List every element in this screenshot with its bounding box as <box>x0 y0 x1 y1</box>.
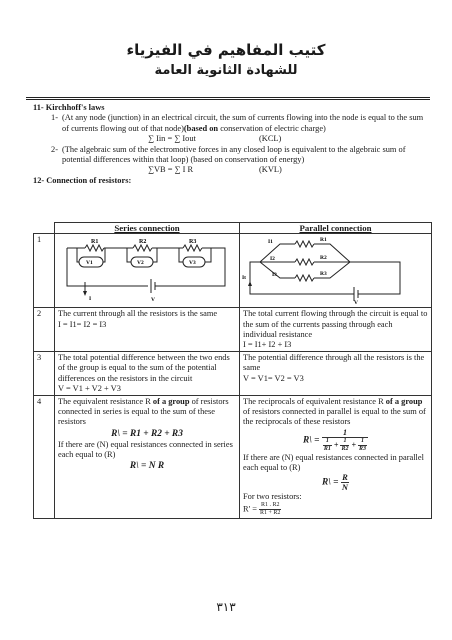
header-title: كتيب المفاهيم في الفيزياء <box>126 41 326 59</box>
series-voltage-cell <box>55 352 240 396</box>
page-number: ٣١٣ <box>216 600 236 614</box>
kcl-formula: ∑ Iin = ∑ Iout <box>148 134 196 144</box>
series-label-v3: V3 <box>189 260 196 267</box>
parallel-label-r2: R2 <box>320 255 327 262</box>
series-label-r2: R2 <box>139 239 147 246</box>
series-header: Series connection <box>55 223 240 234</box>
parallel-label-i3: I3 <box>272 272 277 279</box>
series-n-text: If there are (N) equal resistances connected in series each equal to (R) <box>58 439 233 459</box>
kirchhoff-section <box>33 103 431 186</box>
parallel-current-cell <box>240 308 432 352</box>
header-divider-top <box>26 97 430 98</box>
parallel-circuit-cell <box>240 234 432 308</box>
parallel-voltage-eq: V = V1= V2 = V3 <box>243 373 304 383</box>
table-corner <box>34 223 55 234</box>
resistor-connection-table <box>33 222 432 519</box>
series-label-v1: V1 <box>86 260 93 267</box>
parallel-label-it: It <box>242 275 246 282</box>
parallel-header: Parallel connection <box>240 223 432 234</box>
parallel-voltage-text: The potential difference through all the resistors is the same <box>243 353 425 373</box>
section-12-title: 12- Connection of resistors: <box>33 175 132 185</box>
series-label-v: V <box>151 297 155 304</box>
kcl-item-number: 1- <box>51 113 58 123</box>
table-row-resistance <box>34 396 432 519</box>
series-label-i: I <box>89 296 92 303</box>
parallel-current-eq: I = I1+ I2 + I3 <box>243 340 292 350</box>
series-label-r1: R1 <box>91 239 99 246</box>
parallel-label-r1: R1 <box>320 237 327 244</box>
table-row-voltage <box>34 352 432 396</box>
row-4-number: 4 <box>34 396 55 519</box>
parallel-resistance-cell <box>240 396 432 519</box>
series-n-eq: R\ = N R <box>129 461 165 472</box>
kcl-label: (KCL) <box>259 134 282 144</box>
parallel-label-i2: I2 <box>270 256 275 263</box>
kvl-label: (KVL) <box>259 165 282 175</box>
series-current-text: The current through all the resistors is the same <box>58 309 218 319</box>
kvl-item-number: 2- <box>51 144 58 154</box>
series-current-eq: I = I1= I2 = I3 <box>58 319 107 329</box>
kcl-item <box>33 113 431 134</box>
series-label-v2: V2 <box>137 260 144 267</box>
parallel-label-i1: I1 <box>268 239 273 246</box>
series-voltage-eq: V = V1 + V2 + V3 <box>58 383 121 393</box>
series-resistance-text: The equivalent resistance R of a group of resistors connected in series is equal to the sum of these resistors <box>58 397 229 427</box>
series-voltage-text: The total potential difference between the two ends of the group is equal to the sum of the potential differences on the resistors in the circuit <box>58 353 230 383</box>
page-header <box>0 40 452 80</box>
kvl-item <box>33 145 431 166</box>
series-resistance-cell <box>55 396 240 519</box>
header-subtitle: للشهادة الثانوية العامة <box>154 63 298 78</box>
two-resistors-eq: R' = $\frac{R1 . R2}{R1 + R2}$ <box>243 502 281 517</box>
parallel-current-text: The total current flowing through the circuit is equal to the sum of the currents passing through each individual resistance <box>243 309 428 339</box>
table-row-current <box>34 308 432 352</box>
kvl-formula-row <box>33 165 431 175</box>
series-circuit-diagram <box>55 234 238 304</box>
parallel-n-eq: R\ = $\frac{R}{N}$ <box>321 472 349 493</box>
series-circuit-cell <box>55 234 240 308</box>
kvl-formula: ∑VB = ∑ I R <box>148 165 194 175</box>
kvl-item-text: (The algebraic sum of the electromotive forces in any closed loop is equivalent to the algebraic sum of potential differences within that loop) (based on conservation of energy) <box>62 144 406 165</box>
parallel-resistance-text: The reciprocals of equivalent resistance R of a group of resistors connected in parallel is equal to the sum of the reciprocals of these resistors <box>243 397 426 427</box>
table-header-row <box>34 223 432 234</box>
two-resistors-text: For two resistors: <box>243 492 302 502</box>
table-row-circuits <box>34 234 432 308</box>
row-1-number: 1 <box>34 234 55 308</box>
row-2-number: 2 <box>34 308 55 352</box>
series-label-r3: R3 <box>189 239 197 246</box>
kcl-item-text: (At any node (junction) in an electrical circuit, the sum of currents flowing into the node is equal to the sum of currents flowing out of that node)(based on conservation of electric charge) <box>62 113 424 133</box>
parallel-circuit-diagram <box>240 234 430 304</box>
row-3-number: 3 <box>34 352 55 396</box>
series-current-cell <box>55 308 240 352</box>
section-11-title: 11- Kirchhoff's laws <box>33 103 105 112</box>
parallel-n-text: If there are (N) equal resistances connected in parallel each equal to (R) <box>243 452 424 472</box>
parallel-label-r3: R3 <box>320 271 327 278</box>
parallel-voltage-cell <box>240 352 432 396</box>
series-resistance-eq: R\ = R1 + R2 + R3 <box>111 428 183 439</box>
kcl-formula-row <box>33 134 431 144</box>
parallel-resistance-eq: R\ = 1 $\frac{1}{R1}$ + $\frac{1}{R2}$ + $\frac{1}{R3}$ <box>302 427 367 452</box>
parallel-label-v: V <box>354 300 358 305</box>
header-divider-bottom <box>26 99 430 100</box>
